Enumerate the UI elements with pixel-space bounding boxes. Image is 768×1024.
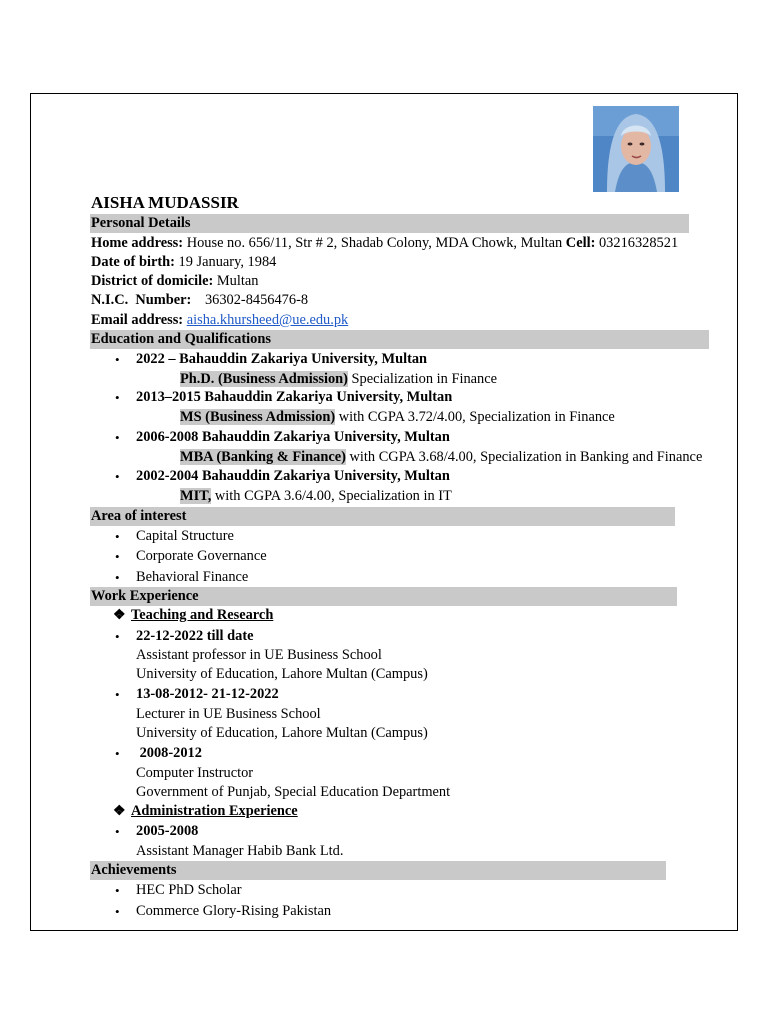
nic-value: 36302-8456476-8 bbox=[204, 292, 309, 308]
bullet-icon: • bbox=[115, 570, 120, 585]
nic-line bbox=[91, 291, 308, 310]
interest-item: Capital Structure bbox=[136, 528, 234, 544]
education-heading: 2006-2008 Bahauddin Zakariya University, Multan bbox=[136, 429, 450, 445]
bullet-icon: • bbox=[115, 390, 120, 405]
address-line bbox=[91, 234, 678, 253]
bullet-icon: • bbox=[115, 529, 120, 544]
dob-line bbox=[91, 253, 276, 272]
education-detail: with CGPA 3.6/4.00, Specialization in IT bbox=[211, 488, 452, 504]
admin-title: Administration Experience bbox=[131, 803, 298, 819]
job-role: Assistant professor in UE Business School bbox=[136, 647, 382, 663]
bullet-icon: • bbox=[115, 904, 120, 919]
job-org: University of Education, Lahore Multan (Campus) bbox=[136, 666, 428, 682]
bullet-icon: • bbox=[115, 469, 120, 484]
cell-label: Cell: bbox=[565, 235, 596, 251]
teaching-title: Teaching and Research bbox=[131, 607, 274, 623]
bullet-icon: • bbox=[115, 430, 120, 445]
address-value: House no. 656/11, Str # 2, Shadab Colony, MDA Chowk, Multan bbox=[186, 235, 563, 251]
teaching-subheading bbox=[131, 606, 273, 625]
job-role: Assistant Manager Habib Bank Ltd. bbox=[136, 843, 344, 859]
section-education: Education and Qualifications bbox=[90, 330, 709, 349]
email-line bbox=[91, 311, 348, 330]
education-detail: with CGPA 3.72/4.00, Specialization in Finance bbox=[335, 409, 615, 425]
section-achievements: Achievements bbox=[90, 861, 666, 880]
bullet-icon: • bbox=[115, 629, 120, 644]
nic-label: N.I.C. Number: bbox=[91, 292, 192, 308]
job-period: 13-08-2012- 21-12-2022 bbox=[136, 686, 279, 702]
job-period: 2008-2012 bbox=[136, 745, 202, 761]
domicile-value: Multan bbox=[216, 273, 259, 289]
bullet-icon: • bbox=[115, 549, 120, 564]
dob-value: 19 January, 1984 bbox=[178, 254, 277, 270]
job-role: Lecturer in UE Business School bbox=[136, 706, 321, 722]
interest-item: Corporate Governance bbox=[136, 548, 267, 564]
domicile-label: District of domicile: bbox=[91, 273, 214, 289]
achievement-item: HEC PhD Scholar bbox=[136, 882, 242, 898]
address-label: Home address: bbox=[91, 235, 184, 251]
email-label: Email address: bbox=[91, 312, 184, 328]
admin-subheading bbox=[131, 802, 298, 821]
education-degree: MBA (Banking & Finance) bbox=[180, 449, 346, 465]
education-heading: 2022 – Bahauddin Zakariya University, Multan bbox=[136, 351, 428, 367]
cell-value: 03216328521 bbox=[598, 235, 679, 251]
profile-photo bbox=[593, 106, 679, 192]
job-period: 2005-2008 bbox=[136, 823, 199, 839]
education-detail: Specialization in Finance bbox=[347, 371, 497, 387]
job-org: Government of Punjab, Special Education Department bbox=[136, 784, 451, 800]
education-detail: with CGPA 3.68/4.00, Specialization in Banking and Finance bbox=[345, 449, 703, 465]
job-period: 22-12-2022 till date bbox=[136, 628, 254, 644]
education-degree: MIT, bbox=[180, 488, 212, 504]
education-degree: Ph.D. (Business Admission) bbox=[180, 371, 348, 387]
section-personal-details: Personal Details bbox=[90, 214, 689, 233]
domicile-line bbox=[91, 272, 258, 291]
candidate-name: AISHA MUDASSIR bbox=[91, 193, 239, 212]
diamond-bullet-icon: ❖ bbox=[113, 804, 126, 819]
education-heading: 2013–2015 Bahauddin Zakariya University, Multan bbox=[136, 389, 453, 405]
bullet-icon: • bbox=[115, 824, 120, 839]
education-heading: 2002-2004 Bahauddin Zakariya University, Multan bbox=[136, 468, 450, 484]
education-degree-line bbox=[180, 448, 702, 467]
education-degree-line bbox=[180, 408, 615, 427]
email-link[interactable]: aisha.khursheed@ue.edu.pk bbox=[186, 312, 349, 328]
job-org: University of Education, Lahore Multan (Campus) bbox=[136, 725, 428, 741]
achievement-item: Commerce Glory-Rising Pakistan bbox=[136, 903, 332, 919]
bullet-icon: • bbox=[115, 687, 120, 702]
education-degree-line bbox=[180, 370, 497, 389]
job-role: Computer Instructor bbox=[136, 765, 254, 781]
diamond-bullet-icon: ❖ bbox=[113, 608, 126, 623]
education-degree: MS (Business Admission) bbox=[180, 409, 336, 425]
interest-item: Behavioral Finance bbox=[136, 569, 249, 585]
dob-label: Date of birth: bbox=[91, 254, 175, 270]
bullet-icon: • bbox=[115, 746, 120, 761]
education-degree-line bbox=[180, 487, 452, 506]
bullet-icon: • bbox=[115, 883, 120, 898]
section-area-of-interest: Area of interest bbox=[90, 507, 675, 526]
bullet-icon: • bbox=[115, 352, 120, 367]
section-work-experience: Work Experience bbox=[90, 587, 677, 606]
